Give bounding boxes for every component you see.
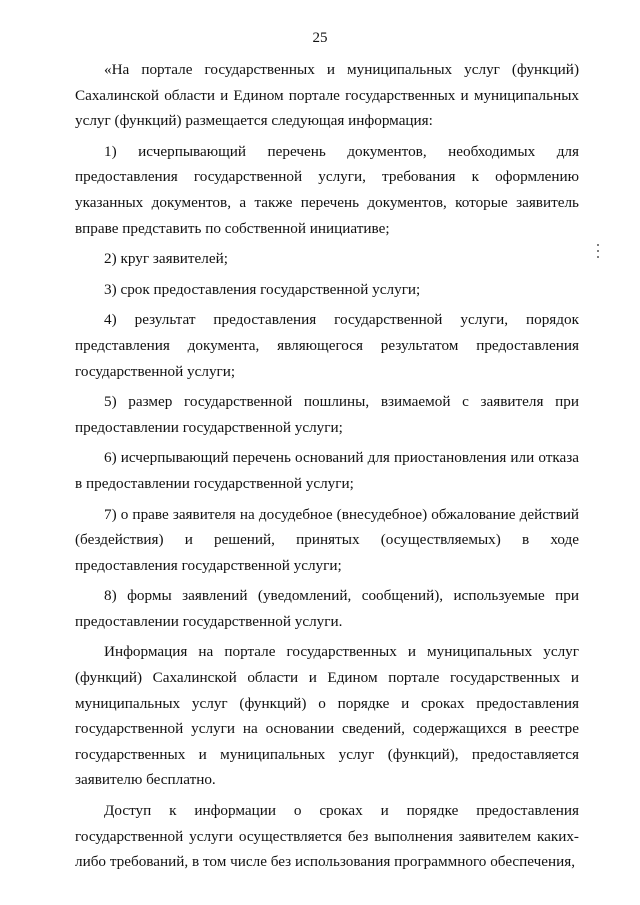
list-item-3: 3) срок предоставления государственной услуги; <box>104 280 421 298</box>
list-item-1: 1) исчерпывающий перечень документов, необходимых для предоставления государственной услуги, требования к оформлению указанных документов, а также перечень документов, которые заявитель вправе представить по собственной инициативе; <box>75 142 579 237</box>
page-number: 25 <box>312 30 328 46</box>
access-paragraph: Доступ к информации о сроках и порядке предоставления государственной услуги осуществляется без выполнения заявителем каких-либо требований, в том числе без использования программного обеспечения, <box>75 802 579 871</box>
scan-dot <box>597 244 599 246</box>
scan-dot <box>597 250 599 252</box>
scan-dot <box>597 256 599 258</box>
list-item-7: 7) о праве заявителя на досудебное (внесудебное) обжалование действий (бездействия) и решений, принятых (осуществляемых) в ходе предоставления государственной услуги; <box>75 505 579 574</box>
margin-scan-mark <box>597 244 600 262</box>
list-item-4: 4) результат предоставления государственной услуги, порядок представления документа, являющегося результатом предоставления государственной услуги; <box>75 311 579 380</box>
list-item-6: 6) исчерпывающий перечень оснований для приостановления или отказа в предоставлении государственной услуги; <box>75 449 579 492</box>
list-item-8: 8) формы заявлений (уведомлений, сообщений), используемые при предоставлении государственной услуги. <box>75 587 579 630</box>
list-item-2: 2) круг заявителей; <box>104 250 228 268</box>
document-body <box>75 57 579 875</box>
list-item-5: 5) размер государственной пошлины, взимаемой с заявителя при предоставлении государственной услуги; <box>75 393 579 436</box>
info-paragraph: Информация на портале государственных и муниципальных услуг (функций) Сахалинской области и Едином портале государственных и муниципальных услуг (функций) о порядке и сроках предоставления государственной услуги на основании сведений, содержащихся в реестре государственных и муниципальных услуг (функций), предоставляется заявителю бесплатно. <box>75 643 579 789</box>
intro-paragraph: «На портале государственных и муниципальных услуг (функций) Сахалинской области и Едином портале государственных и муниципальных услуг (функций) размещается следующая информация: <box>75 61 579 130</box>
